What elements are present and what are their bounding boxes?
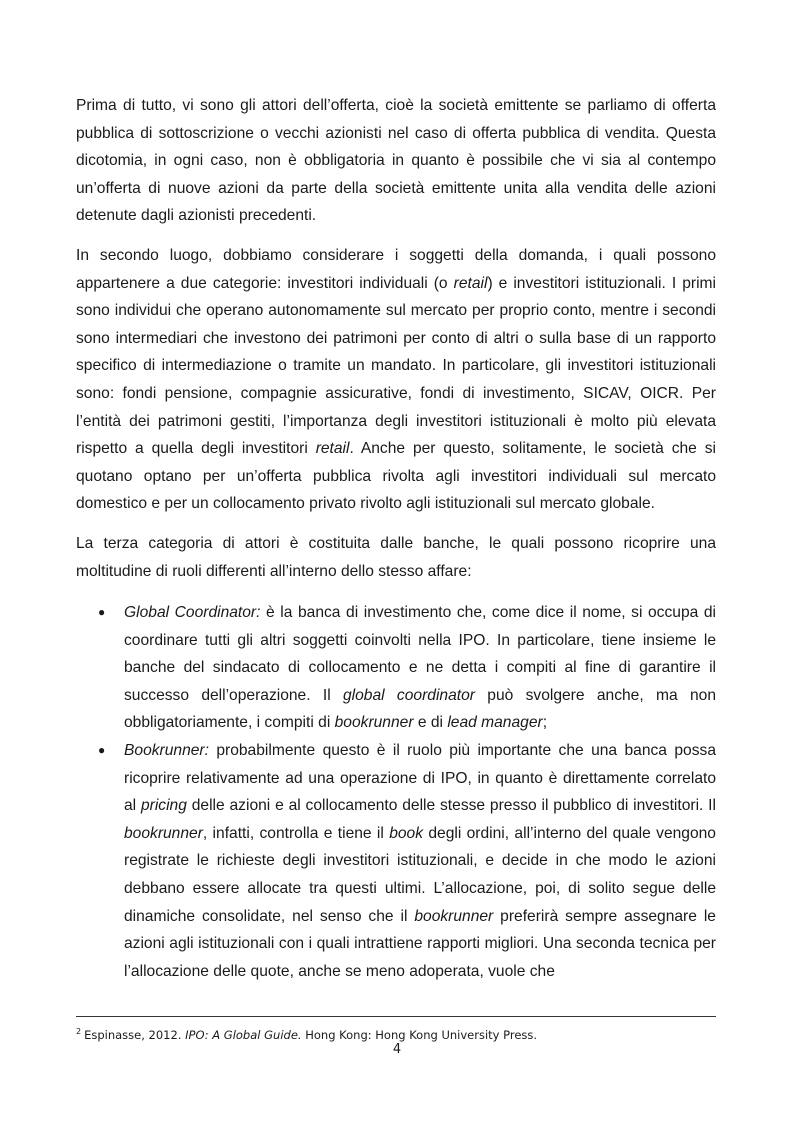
paragraph-text: La terza categoria di attori è costituita dalle banche, le quali possono ricoprire una moltitudine di ruoli differenti all’interno dello stesso affare: [76, 535, 716, 580]
paragraph-text: Prima di tutto, vi sono gli attori dell’offerta, cioè la società emittente se parliamo di offerta pubblica di sottoscrizione o vecchi azionisti nel caso di offerta pubblica di vendita. Questa dicotomia, in ogni caso, non è obbligatoria in quanto è possibile che vi sia al contempo un’offerta di nuove azioni da parte della società emittente unita alla vendita delle azioni detenute dagli azionisti precedenti. [76, 97, 716, 225]
footnote-text: Hong Kong: Hong Kong University Press. [301, 1027, 538, 1042]
text-run: delle azioni e al collocamento delle stesse presso il pubblico di investitori. Il [186, 797, 716, 815]
footnote-number: 2 [76, 1027, 82, 1036]
footnote-title: IPO: A Global Guide. [185, 1027, 302, 1042]
text-run: In secondo luogo, dobbiamo considerare i soggetti della domanda, i quali possono appartenere a due categorie: investitori individuali (o [76, 247, 716, 292]
italic-term: lead manager [447, 714, 543, 732]
italic-term: retail [315, 440, 350, 458]
list-item-text [124, 737, 716, 985]
text-run: e di [413, 714, 448, 732]
text-run: , infatti, controlla e tiene il [202, 824, 390, 842]
text-run: degli ordini, all’interno del quale vengono registrate le richieste degli investitori istituzionali, e decide in che modo le azioni debbano essere allocate tra questi ultimi. L’allocazione, poi, di solito segue delle dinamiche consolidate, nel senso che il [124, 824, 716, 925]
italic-term: bookrunner [414, 907, 494, 925]
list-item-global-coordinator [76, 599, 716, 737]
text-run: ) e investitori istituzionali. I primi sono individui che operano autonomamente sul mercato per proprio conto, mentre i secondi sono intermediari che investono dei patrimoni per conto di altri o sulla base di un rapporto specifico di intermediazione o tramite un mandato. In particolare, gli investitori istituzionali sono: fondi pensione, compagnie assicurative, fondi di investimento, SICAV, OICR. Per l’entità dei patrimoni gestiti, l’importanza degli investitori istituzionali è molto più elevata rispetto a quella degli investitori [76, 274, 716, 458]
paragraph-banks-intro [76, 530, 716, 585]
bullet-icon: ● [98, 605, 106, 619]
text-run: è la banca di investimento che, come dice il nome, si occupa di coordinare tutti gli altri soggetti coinvolti nella IPO. In particolare, tiene insieme le banche del sindacato di collocamento e ne detta i compiti al fine di garantire il successo dell’operazione. Il [124, 604, 716, 704]
italic-term: pricing [140, 797, 187, 815]
italic-term: book [389, 824, 424, 842]
role-term: Bookrunner: [124, 741, 209, 759]
text-run: . Anche per questo, solitamente, le società che si quotano optano per un’offerta pubblica rivolta agli investitori individuali sul mercato domestico e per un collocamento privato rivolto agli istituzionali sul mercato globale. [76, 440, 717, 513]
italic-term: bookrunner [124, 824, 203, 842]
text-run: probabilmente questo è il ruolo più importante che una banca possa ricoprire relativamente ad una operazione di IPO, in quanto è direttamente correlato al [124, 741, 716, 815]
paragraph-demand-subjects [76, 242, 716, 518]
footnote-text: Espinasse, 2012. [84, 1027, 186, 1042]
footnote-separator [76, 1016, 716, 1017]
list-item-text [124, 599, 716, 737]
list-item-bookrunner [76, 737, 716, 985]
paragraph-text [76, 242, 716, 518]
role-term: Global Coordinator: [124, 604, 261, 621]
italic-term: bookrunner [334, 714, 414, 732]
italic-term: global coordinator [343, 686, 475, 704]
text-run: può svolgere anche, ma non obbligatoriamente, i compiti di [124, 686, 717, 732]
bank-roles-list [76, 599, 716, 985]
text-run: ; [542, 714, 548, 732]
page-number: 4 [392, 1042, 402, 1057]
text-run: preferirà sempre assegnare le azioni agli istituzionali con i quali intrattiene rapporti migliori. Una seconda tecnica per l’allocazione delle quote, anche se meno adoperata, vuole che [124, 907, 716, 980]
bullet-icon: ● [98, 742, 106, 757]
italic-term: retail [453, 274, 488, 292]
paragraph-offer-actors [76, 92, 716, 230]
footnote [76, 1024, 537, 1043]
